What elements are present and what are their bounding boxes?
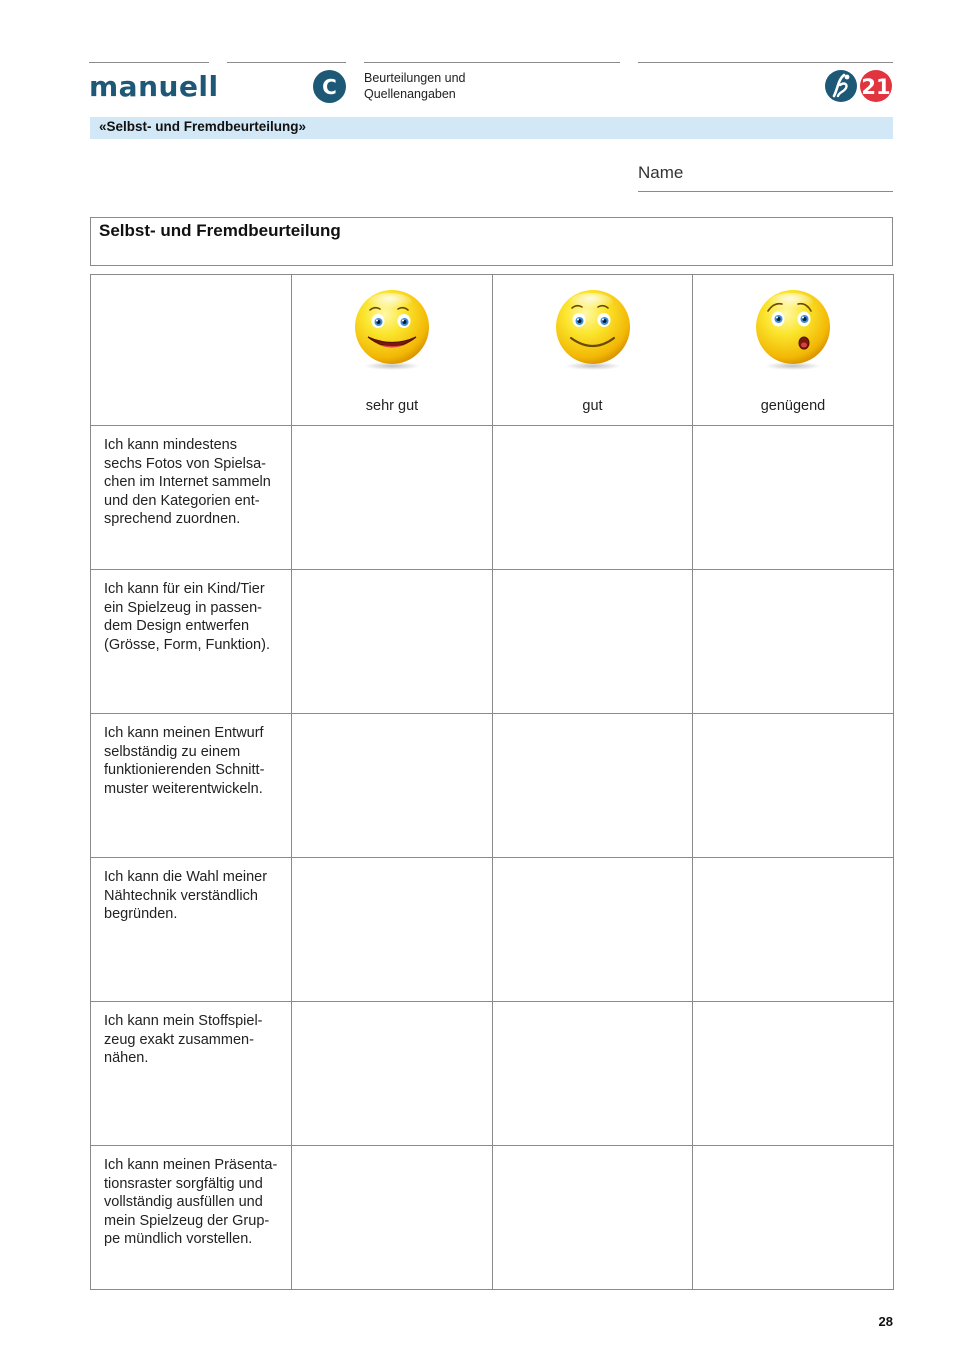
criterion-line: muster weiterentwickeln. xyxy=(104,780,263,797)
criterion-line: ein Spielzeug in passen- xyxy=(104,599,262,616)
rating-input-cell[interactable] xyxy=(693,1146,894,1290)
rating-input-cell[interactable] xyxy=(693,570,894,714)
criterion-line: sprechend zuordnen. xyxy=(104,511,241,527)
criterion-line: chen im Internet sammeln xyxy=(104,474,271,490)
chapter-title-line: Quellenangaben xyxy=(364,87,456,101)
logo-number: 21 xyxy=(861,75,891,99)
criterion-line: dem Design entwerfen xyxy=(104,618,250,634)
subtitle-bar: «Selbst- und Fremdbeurteilung» xyxy=(90,117,893,139)
rating-input-cell[interactable] xyxy=(493,858,693,1002)
header-empty-cell xyxy=(91,275,292,426)
header-rule-1 xyxy=(89,62,209,63)
criterion-line: Nähtechnik verständlich xyxy=(104,887,258,904)
criterion-line: und den Kategorien ent- xyxy=(104,492,260,509)
rating-input-cell[interactable] xyxy=(493,714,693,858)
table-row xyxy=(91,714,894,858)
page-number: 28 xyxy=(878,1314,893,1329)
table-row xyxy=(91,1146,894,1290)
criterion-line: Ich kann mein Stoffspiel- xyxy=(104,1013,263,1029)
chapter-badge: C xyxy=(313,70,346,103)
rating-input-cell[interactable] xyxy=(292,1002,493,1146)
criterion-line: selbständig zu einem xyxy=(104,743,241,760)
criterion-line: funktionierenden Schnitt- xyxy=(104,762,265,778)
rating-input-cell[interactable] xyxy=(693,426,894,570)
criterion-line: mein Spielzeug der Grup- xyxy=(104,1212,270,1229)
criterion-cell xyxy=(91,426,292,570)
rating-input-cell[interactable] xyxy=(693,1002,894,1146)
rating-label: genügend xyxy=(760,398,826,414)
criterion-line: begründen. xyxy=(104,906,178,922)
criterion-cell xyxy=(91,570,292,714)
criterion-cell xyxy=(91,1002,292,1146)
rating-input-cell[interactable] xyxy=(292,570,493,714)
rating-input-cell[interactable] xyxy=(493,426,693,570)
header-rule-4 xyxy=(638,62,893,63)
criterion-line: zeug exakt zusammen- xyxy=(104,1031,254,1048)
criterion-line: Ich kann mindestens xyxy=(104,437,237,453)
criterion-line: Ich kann für ein Kind/Tier xyxy=(104,581,265,597)
rating-input-cell[interactable] xyxy=(693,714,894,858)
criterion-line: Ich kann meinen Entwurf xyxy=(104,725,264,741)
rating-column-header xyxy=(693,275,894,426)
assessment-table xyxy=(90,274,894,1290)
rating-input-cell[interactable] xyxy=(292,858,493,1002)
criterion-line: sechs Fotos von Spielsa- xyxy=(104,455,266,472)
rating-input-cell[interactable] xyxy=(292,714,493,858)
criterion-line: (Grösse, Form, Funktion). xyxy=(104,636,270,653)
criterion-cell xyxy=(91,1146,292,1290)
rating-input-cell[interactable] xyxy=(493,1146,693,1290)
rating-label: sehr gut xyxy=(365,398,419,414)
smile-icon xyxy=(554,288,632,370)
criterion-line: Ich kann die Wahl meiner xyxy=(104,869,268,885)
criterion-line: nähen. xyxy=(104,1050,149,1066)
table-row xyxy=(91,426,894,570)
criterion-cell xyxy=(91,858,292,1002)
form-title-box xyxy=(90,217,893,266)
table-row xyxy=(91,570,894,714)
surprised-face-icon xyxy=(754,288,832,370)
header-rule-3 xyxy=(364,62,620,63)
brand-logo: manuell xyxy=(89,70,219,103)
rating-column-header xyxy=(292,275,493,426)
table-row xyxy=(91,858,894,1002)
criterion-line: pe mündlich vorstellen. xyxy=(104,1231,253,1247)
name-label: Name xyxy=(638,163,684,182)
table-header-row xyxy=(91,275,894,426)
criterion-line: Ich kann meinen Präsenta- xyxy=(104,1157,278,1173)
rating-input-cell[interactable] xyxy=(693,858,894,1002)
rating-input-cell[interactable] xyxy=(493,1002,693,1146)
name-field-line[interactable] xyxy=(638,191,893,192)
rating-input-cell[interactable] xyxy=(292,426,493,570)
criterion-line: vollständig ausfüllen und xyxy=(104,1194,263,1210)
chapter-title xyxy=(364,70,564,102)
lehrplan-21-logo-icon xyxy=(824,68,894,104)
big-smile-icon xyxy=(353,288,431,370)
header-rule-2 xyxy=(227,62,346,63)
rating-input-cell[interactable] xyxy=(292,1146,493,1290)
rating-input-cell[interactable] xyxy=(493,570,693,714)
chapter-title-line: Beurteilungen und xyxy=(364,71,466,85)
rating-label: gut xyxy=(582,398,603,414)
criterion-cell xyxy=(91,714,292,858)
table-row xyxy=(91,1002,894,1146)
form-title: Selbst- und Fremdbeurteilung xyxy=(99,221,341,240)
rating-column-header xyxy=(493,275,693,426)
criterion-line: tionsraster sorgfältig und xyxy=(104,1175,263,1192)
